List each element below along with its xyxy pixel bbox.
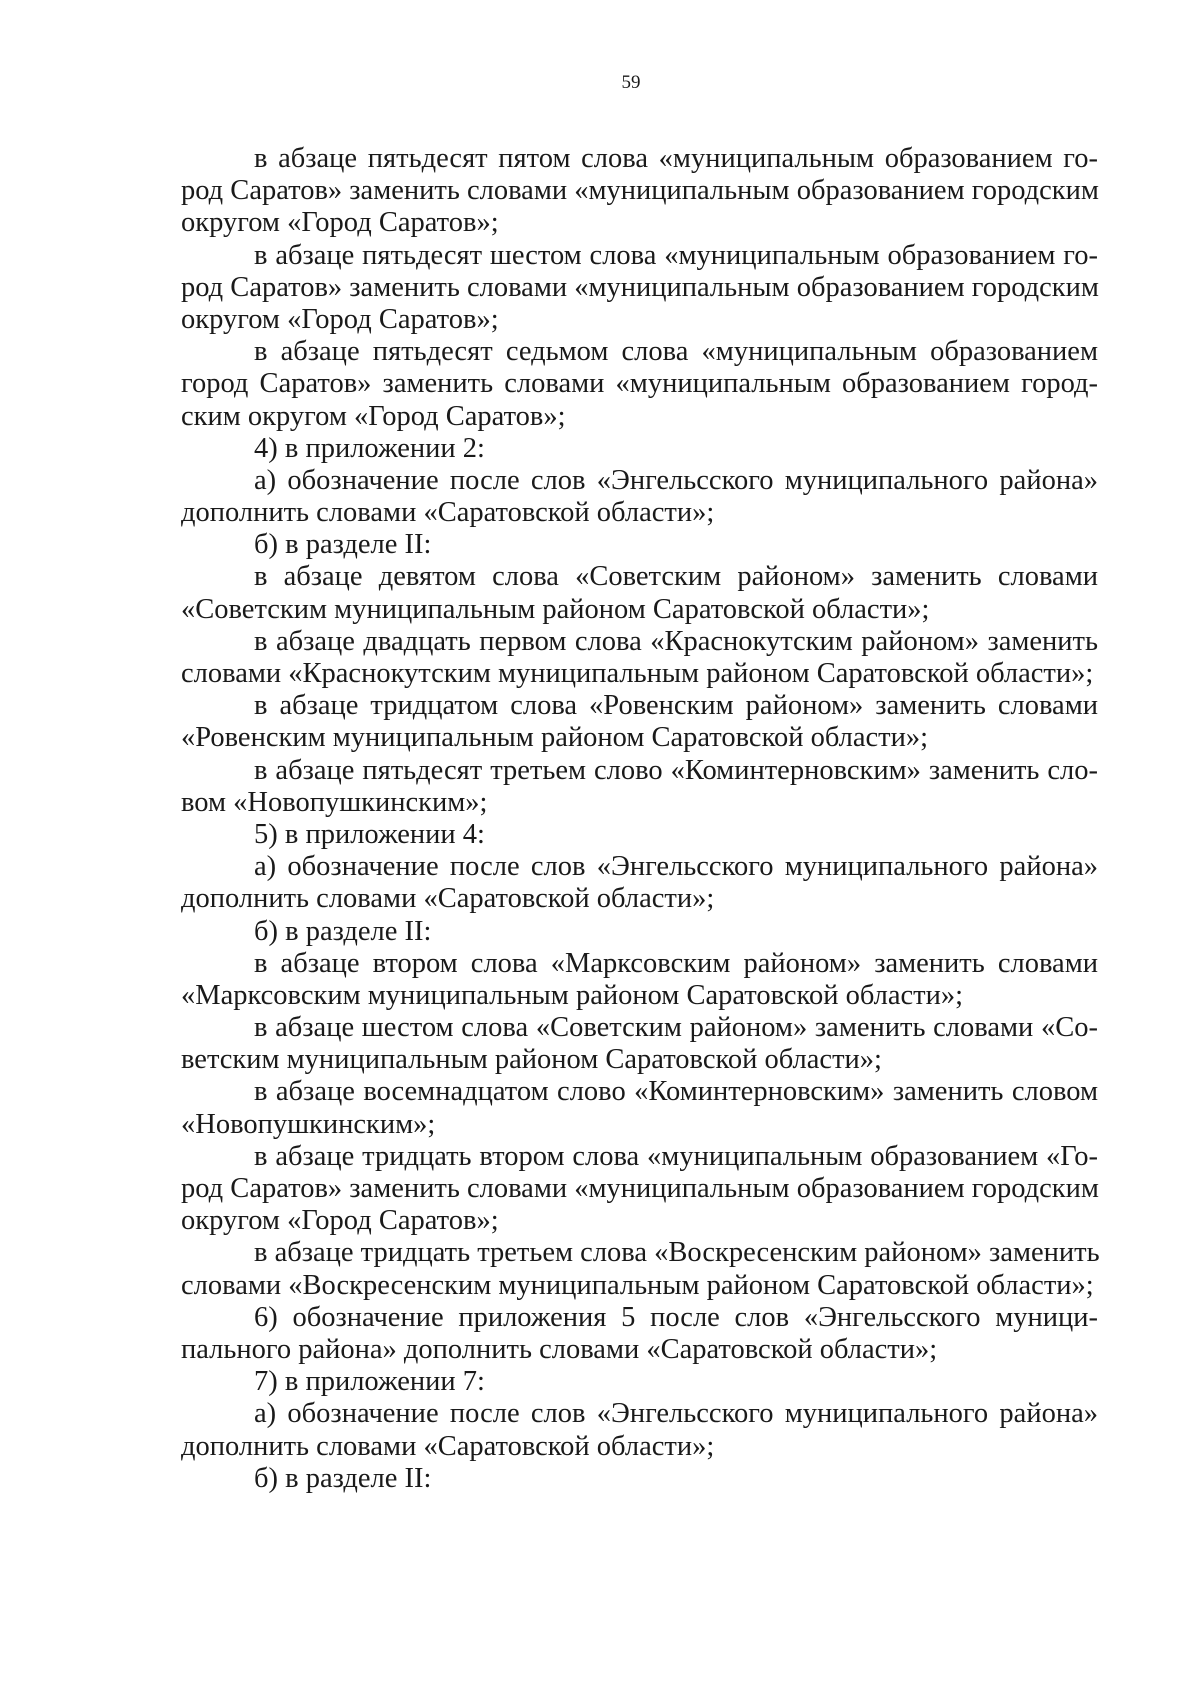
text-line: ским округом «Город Саратов»; (181, 400, 566, 432)
document-body (181, 143, 1098, 1495)
text-line: «Марксовским муниципальным районом Саратовской области»; (181, 979, 964, 1011)
text-line: 6) обозначение приложения 5 после слов «Энгельсского муници- (254, 1301, 1098, 1333)
text-line: в абзаце пятьдесят седьмом слова «муниципальным образованием (254, 336, 1098, 368)
text-line: дополнить словами «Саратовской области»; (181, 497, 715, 529)
text-line: дополнить словами «Саратовской области»; (181, 1430, 715, 1462)
text-line: округом «Город Саратов»; (181, 303, 499, 335)
text-line: в абзаце восемнадцатом слово «Коминтерновским» заменить словом (254, 1076, 1098, 1108)
text-line: дополнить словами «Саратовской области»; (181, 883, 715, 915)
text-line: в абзаце тридцатом слова «Ровенским районом» заменить словами (254, 690, 1098, 722)
text-line: город Саратов» заменить словами «муниципальным образованием город- (181, 368, 1098, 400)
text-line: словами «Краснокутским муниципальным районом Саратовской области»; (181, 658, 1094, 689)
text-line: «Ровенским муниципальным районом Саратовской области»; (181, 722, 929, 754)
text-line: округом «Город Саратов»; (181, 1205, 499, 1237)
text-line: пального района» дополнить словами «Саратовской области»; (181, 1333, 938, 1365)
text-line: б) в разделе II: (254, 1462, 432, 1494)
text-line: 4) в приложении 2: (254, 432, 485, 464)
text-line: в абзаце втором слова «Марксовским районом» заменить словами (254, 947, 1098, 979)
text-line: в абзаце пятьдесят третьем слово «Коминтерновским» заменить сло- (254, 754, 1098, 786)
text-line: в абзаце тридцать третьем слова «Воскресенским районом» заменить (254, 1237, 1100, 1269)
text-line: а) обозначение после слов «Энгельсского муниципального района» (254, 464, 1098, 496)
text-line: в абзаце пятьдесят пятом слова «муниципальным образованием го- (254, 143, 1098, 174)
text-line: в абзаце тридцать втором слова «муниципальным образованием «Го- (254, 1140, 1098, 1172)
text-line: вом «Новопушкинским»; (181, 786, 488, 818)
text-line: «Новопушкинским»; (181, 1108, 436, 1140)
text-line: 5) в приложении 4: (254, 818, 485, 850)
text-line: ветским муниципальным районом Саратовской области»; (181, 1044, 882, 1076)
text-line: «Советским муниципальным районом Саратовской области»; (181, 593, 930, 625)
text-line: в абзаце шестом слова «Советским районом» заменить словами «Со- (254, 1012, 1098, 1044)
text-line: а) обозначение после слов «Энгельсского муниципального района» (254, 1398, 1098, 1430)
page-number: 59 (621, 72, 641, 93)
text-line: род Саратов» заменить словами «муниципальным образованием городским (181, 175, 1099, 207)
text-line: б) в разделе II: (254, 915, 432, 947)
text-line: в абзаце девятом слова «Советским районом» заменить словами (254, 561, 1098, 593)
text-line: а) обозначение после слов «Энгельсского муниципального района» (254, 851, 1098, 883)
text-line: округом «Город Саратов»; (181, 207, 499, 239)
text-line: б) в разделе II: (254, 529, 432, 561)
text-line: род Саратов» заменить словами «муниципальным образованием городским (181, 271, 1099, 303)
text-line: в абзаце пятьдесят шестом слова «муниципальным образованием го- (254, 239, 1098, 271)
text-line: в абзаце двадцать первом слова «Краснокутским районом» заменить (254, 625, 1098, 657)
text-line: словами «Воскресенским муниципальным районом Саратовской области»; (181, 1269, 1094, 1301)
text-line: 7) в приложении 7: (254, 1366, 485, 1398)
text-line: род Саратов» заменить словами «муниципальным образованием городским (181, 1173, 1099, 1204)
